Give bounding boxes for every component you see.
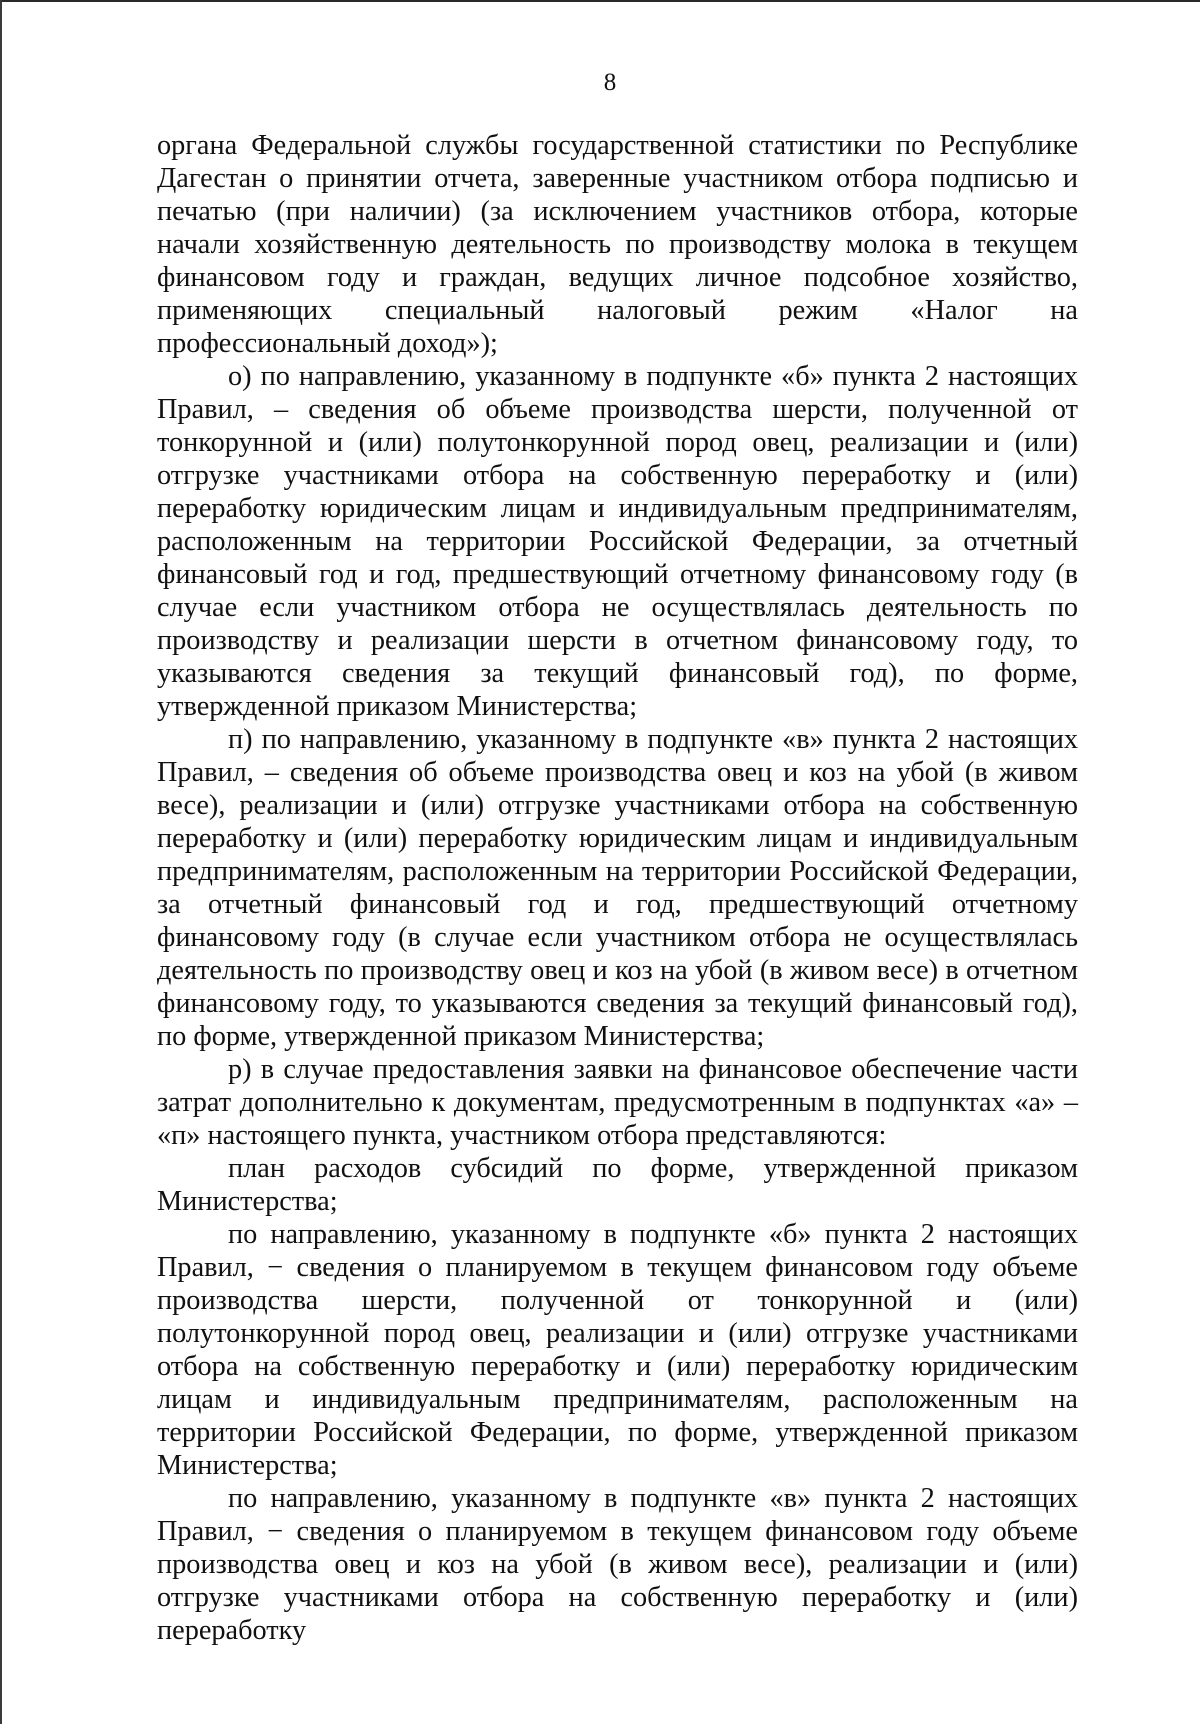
document-body	[157, 129, 1078, 1647]
scan-border-top	[0, 0, 1200, 2]
paragraph-item-r: р) в случае предоставления заявки на финансовое обеспечение части затрат дополнительно к документам, предусмотренным в подпунктах «а» – «п» настоящего пункта, участником отбора представляются:	[157, 1054, 1078, 1151]
paragraph-sheep-goats-direction: по направлению, указанному в подпункте «в» пункта 2 настоящих Правил, − сведения о планируемом в текущем финансовом году объеме производства овец и коз на убой (в живом весе), реализации и (или) отгрузке участниками отбора на собственную переработку и (или) переработку	[157, 1483, 1078, 1646]
paragraph-item-p: п) по направлению, указанному в подпункте «в» пункта 2 настоящих Правил, – сведения об объеме производства овец и коз на убой (в живом весе), реализации и (или) отгрузке участниками отбора на собственную переработку и (или) переработку юридическим лицам и индивидуальным предпринимателям, расположенным на территории Российской Федерации, за отчетный финансовый год и год, предшествующий отчетному финансовому году (в случае если участником отбора не осуществлялась деятельность по производству овец и коз на убой (в живом весе) в отчетном финансовому году, то указываются сведения за текущий финансовый год), по форме, утвержденной приказом Министерства;	[157, 724, 1078, 1052]
scan-border-left	[0, 0, 2, 1724]
paragraph-item-o: о) по направлению, указанному в подпункте «б» пункта 2 настоящих Правил, – сведения об объеме производства шерсти, полученной от тонкорунной и (или) полутонкорунной пород овец, реализации и (или) отгрузке участниками отбора на собственную переработку и (или) переработку юридическим лицам и индивидуальным предпринимателям, расположенным на территории Российской Федерации, за отчетный финансовый год и год, предшествующий отчетному финансовому году (в случае если участником отбора не осуществлялась деятельность по производству и реализации шерсти в отчетном финансовому году, то указываются сведения за текущий финансовый год), по форме, утвержденной приказом Министерства;	[157, 361, 1078, 722]
paragraph-continuation: органа Федеральной службы государственной статистики по Республике Дагестан о принятии отчета, заверенные участником отбора подписью и печатью (при наличии) (за исключением участников отбора, которые начали хозяйственную деятельность по производству молока в текущем финансовом году и граждан, ведущих личное подсобное хозяйство, применяющих специальный налоговый режим «Налог на профессиональный доход»);	[157, 130, 1078, 359]
paragraph-spending-plan: план расходов субсидий по форме, утвержденной приказом Министерства;	[157, 1153, 1078, 1217]
page-number: 8	[603, 69, 617, 96]
paragraph-wool-direction: по направлению, указанному в подпункте «б» пункта 2 настоящих Правил, − сведения о планируемом в текущем финансовом году объеме производства шерсти, полученной от тонкорунной и (или) полутонкорунной пород овец, реализации и (или) отгрузке участниками отбора на собственную переработку и (или) переработку юридическим лицам и индивидуальным предпринимателям, расположенным на территории Российской Федерации, по форме, утвержденной приказом Министерства;	[157, 1219, 1078, 1481]
